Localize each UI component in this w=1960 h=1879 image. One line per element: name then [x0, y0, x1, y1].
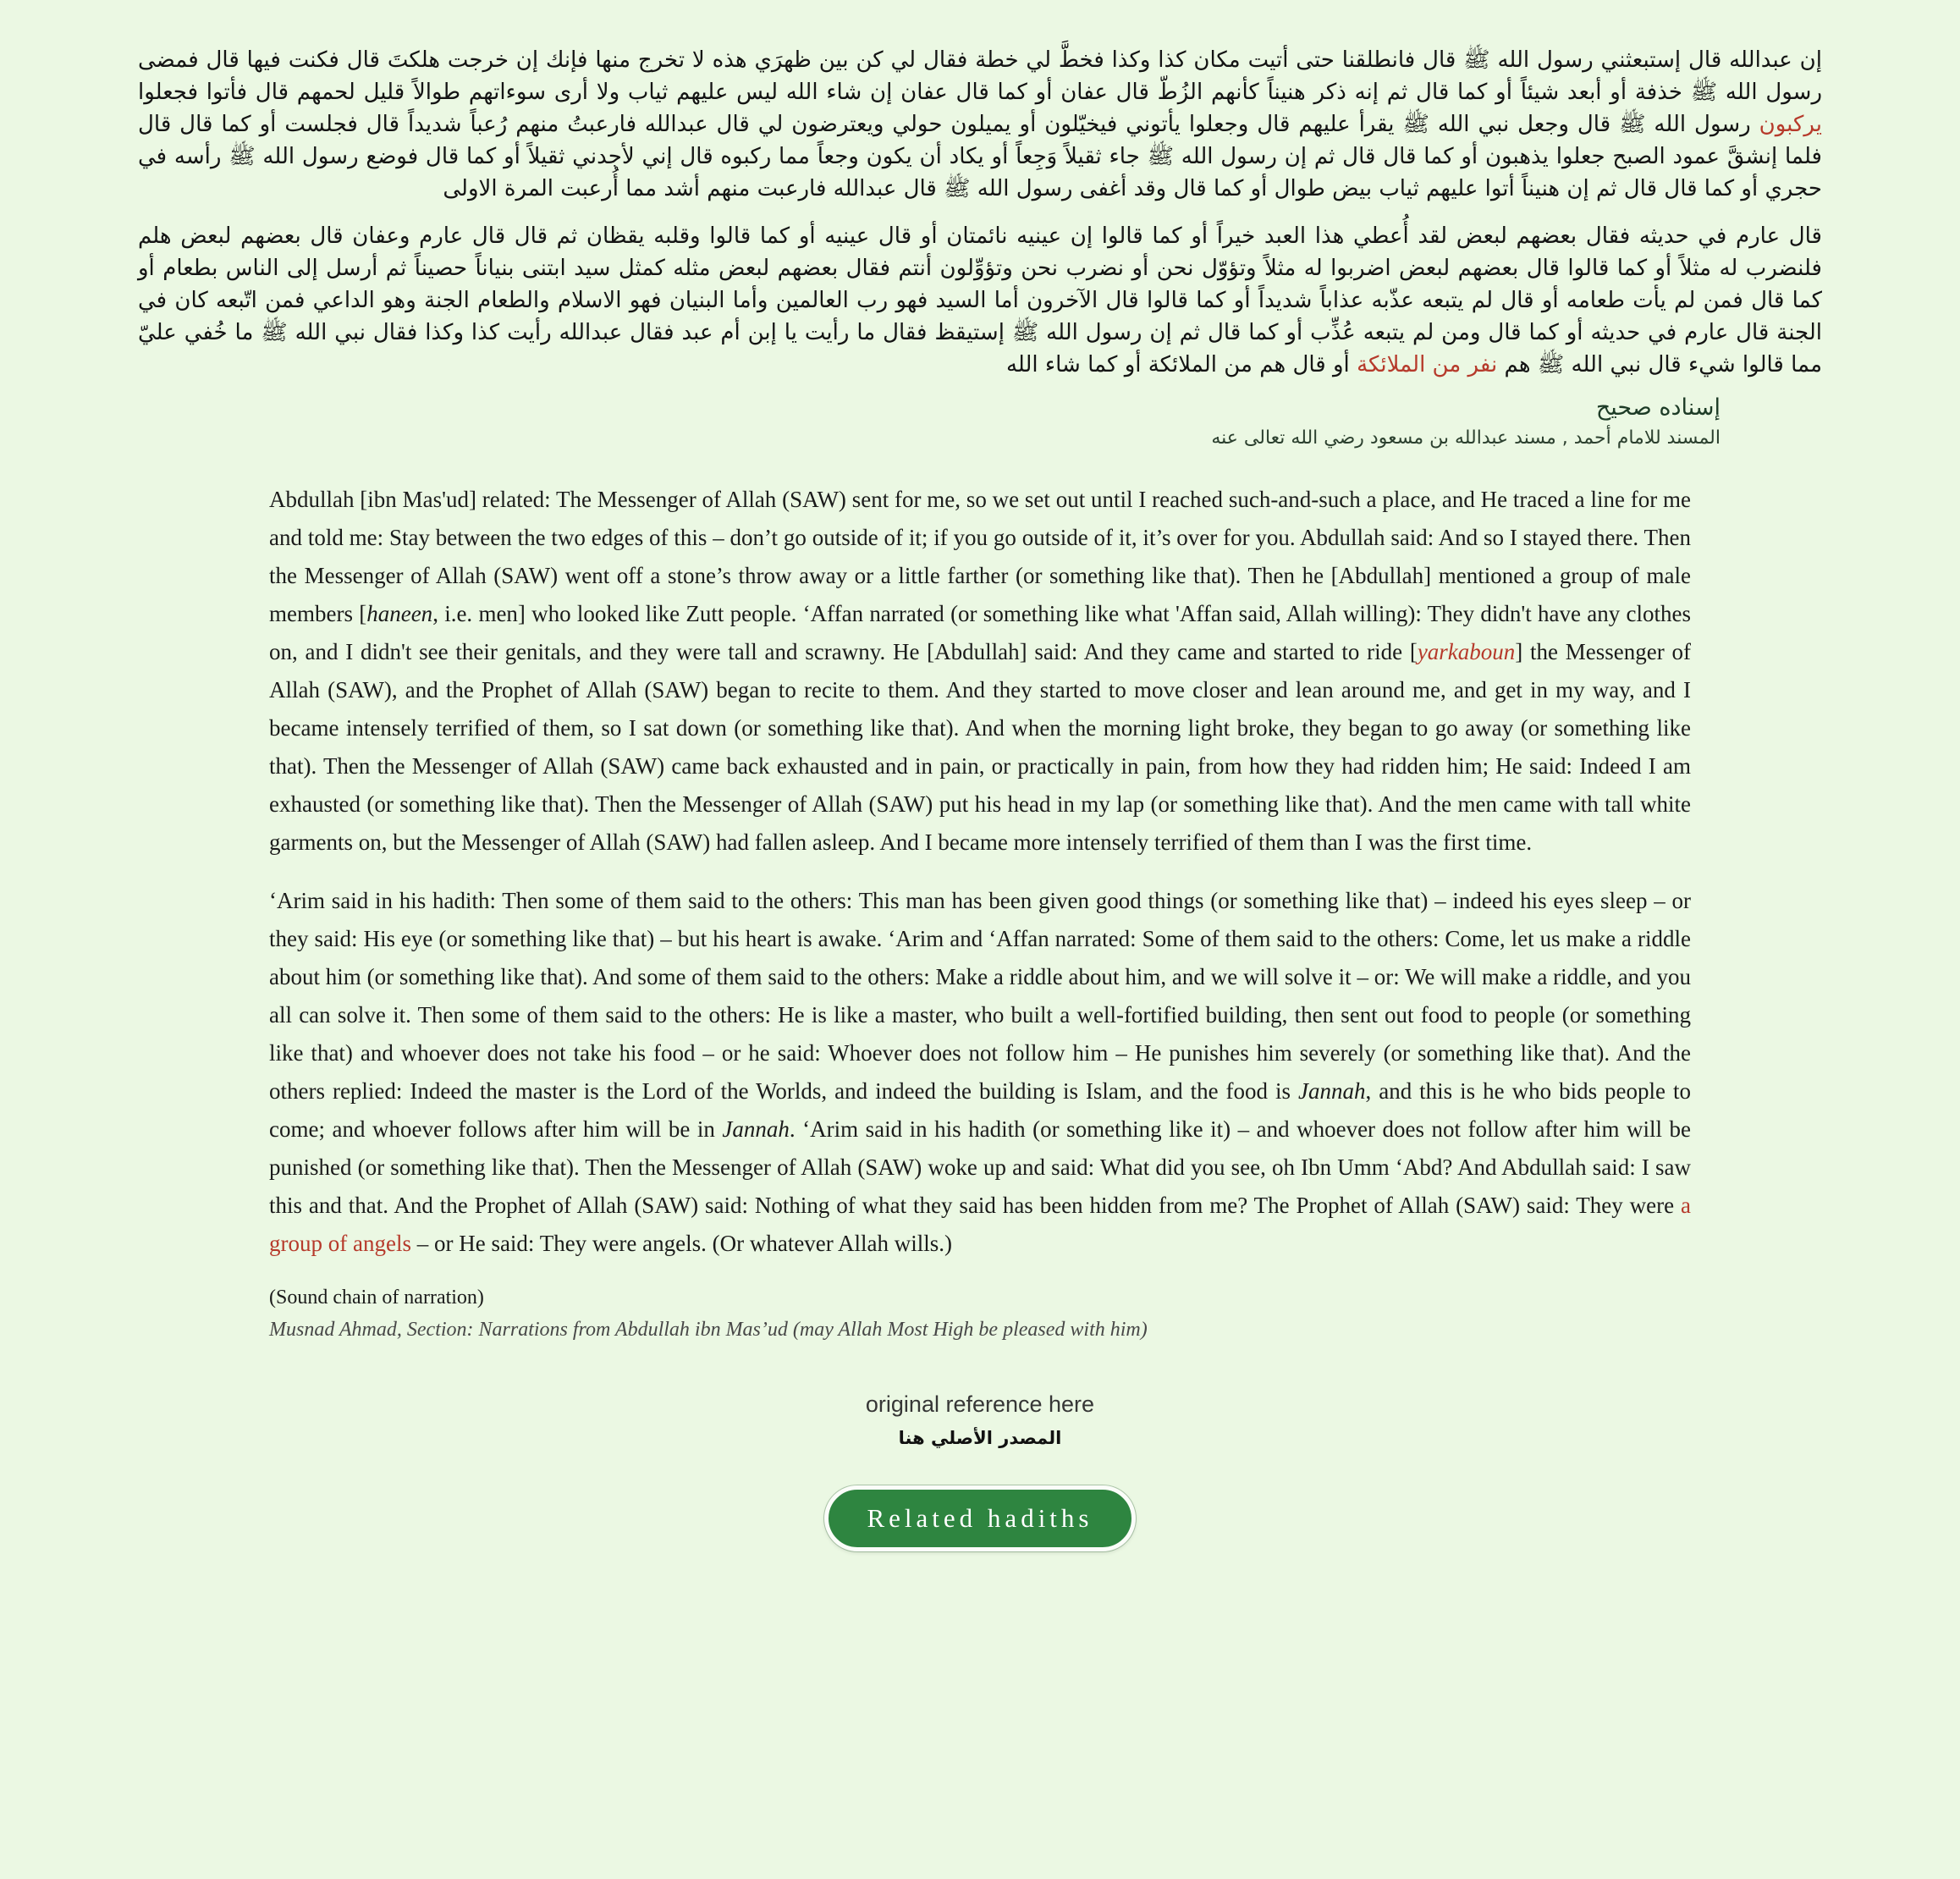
highlighted-text-run: haneen	[366, 601, 433, 626]
arabic-hadith-paragraph-2	[138, 220, 1822, 381]
text-run: . ‘Arim said in his hadith (or something like it) – and whoever does not follow after him will be punished (or something like that). Then the Messenger of Allah (SAW) woke up and said: What did you see, oh Ibn Umm ‘Abd? And Abdullah said: I saw this and that. And the Prophet of Allah (SAW) said: Nothing of what they said has been hidden from me? The Prophet of Allah (SAW) said: They were	[269, 1116, 1691, 1218]
text-run: ‘Arim said in his hadith: Then some of them said to the others: This man has been given good things (or something like that) – indeed his eyes sleep – or they said: His eye (or something like that) – but his heart is awake. ‘Arim and ‘Affan narrated: Some of them said to the others: Come, let us make a riddle about him (or something like that). And some of them said to the others: Make a riddle about him, and we will solve it – or: We will make a riddle, and you all can solve it. Then some of them said to the others: He is like a master, who built a well-fortified building, then sent out food to people (or something like that) and whoever does not take his food – or he said: Whoever does not follow him – He punishes him severely (or something like that). And the others replied: Indeed the master is the Lord of the Worlds, and indeed the building is Islam, and the food is	[269, 888, 1691, 1104]
footer	[138, 1391, 1822, 1577]
text-run: قال عارم في حديثه فقال بعضهم لبعض لقد أُعطي هذا العبد خيراً أو كما قالوا إن عينيه نائمتان أو قال عينيه أو كما قالوا وقلبه يقظان ثم قال قال عارم وعفان قال بعضهم لبعض هلم فلنضرب له مثلاً أو كما قالوا قال بعضهم لبعض اضربوا له مثلاً وتؤوّل نحن أو نضرب نحن وتؤوِّلون أنتم فقال بعضهم لبعض مثله كمثل سيد ابتنى بنياناً حصيناً ثم أرسل إلى الناس بطعام أو كما قال فمن لم يأت طعامه أو قال لم يتبعه عذّبه عذاباً شديداً أو كما قالوا قال الآخرون أما السيد فهو رب العالمين وأما البنيان فهو الاسلام والطعام الجنة وهو الداعي فمن اتّبعه كان في الجنة قال عارم في حديثه أو كما قال ومن لم يتبعه عُذِّب أو كما قال ثم إن رسول الله ﷺ إستيقظ فقال ما رأيت يا إبن أم عبد فقال عبدالله رأيت كذا وكذا فقال نبي الله ﷺ ما خُفي عليّ مما قالوا شيء قال نبي الله ﷺ هم	[138, 223, 1822, 377]
grading-note: (Sound chain of narration)	[269, 1287, 484, 1309]
text-run: , and this is he who bids people to come; and whoever follows after him will be in	[269, 1078, 1692, 1142]
text-run: – or He said: They were angels. (Or whatever Allah wills.)	[410, 1231, 953, 1256]
arabic-source-citation: المسند للامام أحمد , مسند عبدالله بن مسعود رضي الله تعالى عنه	[1211, 427, 1721, 449]
english-translation-paragraph-2	[269, 882, 1691, 1263]
related-hadiths-button[interactable]: Related hadiths	[824, 1485, 1137, 1551]
original-reference-link-en[interactable]: original reference here	[865, 1391, 1095, 1417]
english-translation	[269, 481, 1691, 1263]
source-citation: Musnad Ahmad, Section: Narrations from Abdullah ibn Mas’ud (may Allah Most High be pleased with him)	[269, 1319, 1148, 1341]
english-translation-paragraph-1	[269, 481, 1691, 862]
highlighted-text-run: Jannah	[722, 1116, 790, 1142]
arabic-hadith-text	[138, 44, 1822, 381]
highlighted-text-run: Jannah	[1298, 1078, 1366, 1104]
text-run: أو قال هم من الملائكة أو كما شاء الله	[1005, 352, 1357, 377]
text-run: , i.e. men] who looked like Zutt people. ‘Affan narrated (or something like what 'Affan said, Allah willing): They didn't have any clothes on, and I didn't see their genitals, and they were tall and scrawny. He [Abdullah] said: And they came and started to ride [	[269, 601, 1691, 664]
highlighted-text-run: yarkaboun	[1417, 639, 1516, 664]
arabic-grading-note: إسناده صحيح	[1595, 394, 1721, 421]
highlighted-text-run: a group of angels	[269, 1193, 1691, 1256]
text-run: رسول الله ﷺ قال وجعل نبي الله ﷺ يقرأ عليهم قال وجعلوا يأتوني فيخيّلون أو يميلون حولي ويعترضون لي قال عبدالله فارعبتُ منهم رُعباً شديداً قال فجلست أو كما قال قال فلما إنشقَّ عمود الصبح جعلوا يذهبون أو كما قال قال ثم إن رسول الله ﷺ جاء ثقيلاً وَجِعاً أو يكاد أن يكون وجعاً مما ركبوه قال إني لأجدني ثقيلاً أو كما قال فوضع رسول الله ﷺ رأسه في حجري أو كما قال قال ثم إن هنيناً أتوا عليهم ثياب بيض طوال أو كما قال وقد أغفى رسول الله ﷺ قال عبدالله فارعبت منهم أشد مما أُرعبت المرة الاولى	[138, 112, 1822, 201]
text-run: ] the Messenger of Allah (SAW), and the Prophet of Allah (SAW) began to recite to them. And they started to move closer and lean around me, and get in my way, and I became intensely terrified of them, so I sat down (or something like that). And when the morning light broke, they began to go away (or something like that). Then the Messenger of Allah (SAW) came back exhausted and in pain, or practically in pain, from how they had ridden him; He said: Indeed I am exhausted (or something like that). Then the Messenger of Allah (SAW) put his head in my lap (or something like that). And the men came with tall white garments on, but the Messenger of Allah (SAW) had fallen asleep. And I became more intensely terrified of them than I was the first time.	[269, 639, 1691, 855]
text-run: إن عبدالله قال إستبعثني رسول الله ﷺ قال فانطلقنا حتى أتيت مكان كذا وكذا فخطَّ لي خطة فقال لي كن بين ظهرَي هذه لا تخرج منها فإنك إن خرجت هلكتَ قال فكنت فيها قال فمضى رسول الله ﷺ خذفة أو أبعد شيئاً أو كما قال ثم إنه ذكر هنيناً كأنهم الزُطّ قال عفان أو كما قال عفان إن شاء الله ليس عليهم ثياب ولا أرى سوءاتهم طوالاً قليل لحمهم قال فأتوا فجعلوا	[138, 47, 1822, 105]
highlighted-text-run: يركبون	[1759, 112, 1822, 137]
page-content	[138, 0, 1822, 1577]
text-run: Abdullah [ibn Mas'ud] related: The Messenger of Allah (SAW) sent for me, so we set out until I reached such-and-such a place, and He traced a line for me and told me: Stay between the two edges of this – don’t go outside of it; if you go outside of it, it’s over for you. Abdullah said: And so I stayed there. Then the Messenger of Allah (SAW) went off a stone’s throw away or a little farther (or something like that). Then he [Abdullah] mentioned a group of male members [	[269, 487, 1691, 626]
highlighted-text-run: نفر من الملائكة	[1357, 352, 1498, 377]
original-reference-link-ar[interactable]: المصدر الأصلي هنا	[898, 1428, 1062, 1448]
arabic-hadith-paragraph-1	[138, 44, 1822, 205]
